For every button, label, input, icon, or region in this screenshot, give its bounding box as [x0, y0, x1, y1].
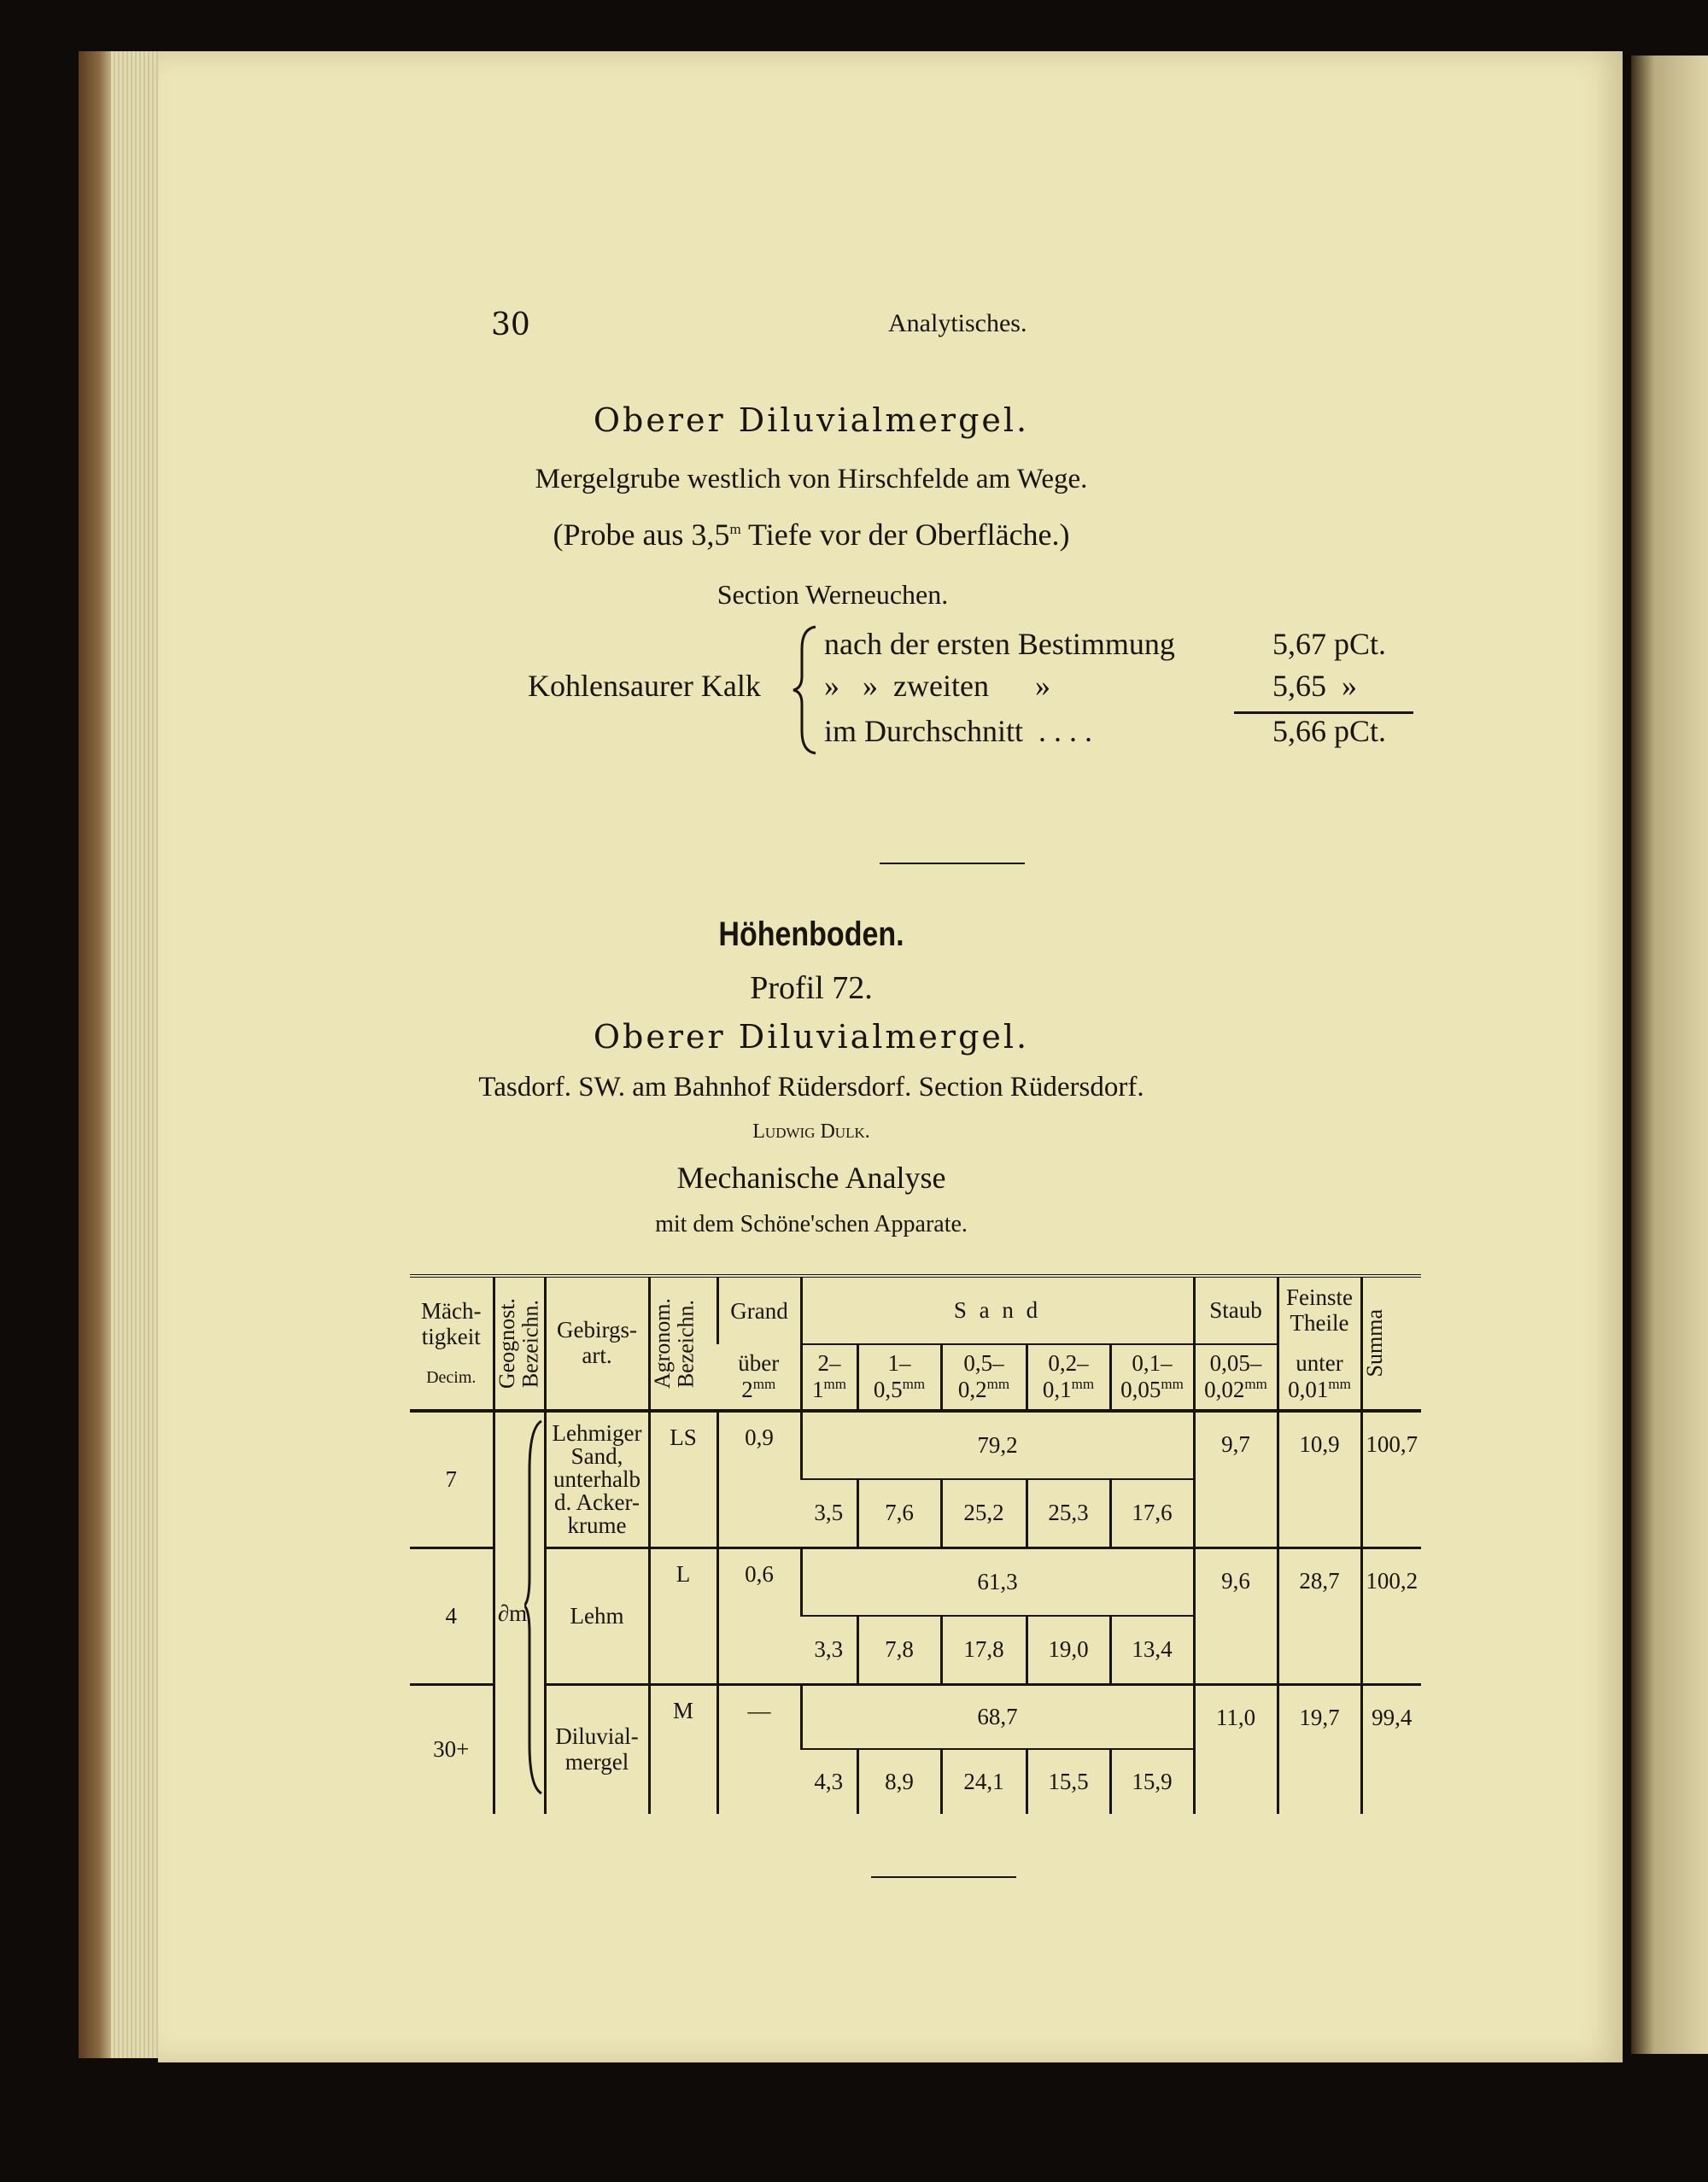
- header-sand-col: 2– $1^{mm}$: [801, 1344, 857, 1411]
- summa-cell: 100,2: [1361, 1547, 1421, 1684]
- running-head: Analytisches.: [888, 309, 1027, 337]
- section1-section: Section Werneuchen.: [717, 579, 949, 610]
- header-gebirgsart: Gebirgs- art.: [545, 1276, 649, 1411]
- agronom-cell: LS: [649, 1411, 717, 1547]
- section1-probe: (Probe aus 3,5$^m$ Tiefe vor der Oberfläche.): [553, 518, 1070, 552]
- kalk-row-value: 5,65 »: [1272, 669, 1357, 703]
- geognost-cell: ∂m: [494, 1411, 545, 1814]
- kalk-row-label: nach der ersten Bestimmung: [824, 627, 1175, 661]
- header-agronom: Agronom. Bezeichn.: [649, 1276, 717, 1411]
- header-feinste-sub: unter $0,01^{mm}$: [1278, 1344, 1361, 1411]
- sand-fraction-cell: 7,6: [857, 1479, 941, 1547]
- sand-total-cell: 68,7: [801, 1684, 1194, 1749]
- sand-fraction-cell: 25,2: [941, 1479, 1027, 1547]
- gebirgsart-cell: Lehmiger Sand, unterhalb d. Acker- krume: [545, 1411, 649, 1547]
- section2-profil: Profil 72.: [750, 970, 873, 1006]
- section2-heading: Höhenboden.: [718, 916, 904, 953]
- section2-location: Tasdorf. SW. am Bahnhof Rüdersdorf. Section Rüdersdorf.: [478, 1072, 1144, 1103]
- table-row: [410, 1684, 1421, 1749]
- sand-fraction-cell: 3,5: [814, 1500, 844, 1526]
- sand-fraction-cell: 24,1: [941, 1749, 1027, 1814]
- page-number: 30: [491, 307, 530, 342]
- header-summa: Summa: [1361, 1276, 1421, 1411]
- brace-icon: [524, 1419, 545, 1795]
- depth-cell: 7: [410, 1411, 494, 1547]
- kalk-row-value: 5,66 pCt.: [1272, 714, 1387, 748]
- sand-fraction-cell: 25,3: [1027, 1479, 1110, 1547]
- kalk-row-value: 5,67 pCt.: [1272, 627, 1387, 661]
- grand-cell: —: [717, 1684, 801, 1814]
- kalk-row-label: » » zweiten »: [824, 669, 1050, 703]
- staub-cell: 9,6: [1194, 1547, 1278, 1684]
- agronom-cell: M: [649, 1684, 717, 1814]
- sand-fraction-cell: 17,8: [941, 1616, 1027, 1684]
- table-row: [410, 1547, 1421, 1616]
- staub-cell: 9,7: [1194, 1411, 1278, 1547]
- section2-title: Oberer Diluvialmergel.: [593, 1018, 1030, 1056]
- separator-rule: [880, 863, 1025, 864]
- grand-cell: 0,9: [717, 1411, 801, 1547]
- next-page-edge: [1631, 56, 1708, 2054]
- header-staub-sub: 0,05– $0,02^{mm}$: [1194, 1344, 1278, 1411]
- header-grand: Grand: [717, 1276, 801, 1344]
- book-page: [158, 51, 1623, 2062]
- section1-title: Oberer Diluvialmergel.: [593, 401, 1030, 439]
- feinste-cell: 10,9: [1278, 1411, 1361, 1547]
- header-sand-col: 1– $0,5^{mm}$: [857, 1344, 941, 1411]
- section1-location: Mergelgrube westlich von Hirschfelde am Wege.: [535, 464, 1088, 494]
- agronom-cell: L: [649, 1547, 717, 1684]
- header-staub: Staub: [1194, 1276, 1278, 1344]
- sand-fraction-cell: 4,3: [814, 1769, 844, 1794]
- sand-fraction-cell: 13,4: [1110, 1616, 1194, 1684]
- kalk-row-label: im Durchschnitt . . . .: [824, 714, 1092, 748]
- summa-cell: 99,4: [1361, 1684, 1421, 1814]
- sand-fraction-cell: 15,9: [1110, 1749, 1194, 1814]
- kalk-label: Kohlensaurer Kalk: [528, 669, 761, 703]
- header-geognost: Geognost. Bezeichn.: [494, 1276, 545, 1411]
- gebirgsart-cell: Diluvial- mergel: [545, 1684, 649, 1814]
- sand-fraction-cell: 19,0: [1027, 1616, 1110, 1684]
- header-maechtigkeit: Mäch- tigkeit Decim.: [410, 1276, 494, 1411]
- header-sand-col: 0,5– $0,2^{mm}$: [941, 1344, 1027, 1411]
- sand-fraction-cell: 7,8: [857, 1616, 941, 1684]
- feinste-cell: 28,7: [1278, 1547, 1361, 1684]
- summa-cell: 100,7: [1361, 1411, 1421, 1547]
- header-sand-col: 0,1– $0,05^{mm}$: [1110, 1344, 1194, 1411]
- sand-fraction-cell: 8,9: [857, 1749, 941, 1814]
- header-sand-col: 0,2– $0,1^{mm}$: [1027, 1344, 1110, 1411]
- sand-total-cell: 79,2: [801, 1411, 1194, 1479]
- brace-icon: [790, 623, 824, 756]
- sand-total-cell: 61,3: [801, 1547, 1194, 1616]
- header-sand: S a n d: [801, 1276, 1194, 1344]
- grand-cell: 0,6: [717, 1547, 801, 1684]
- feinste-cell: 19,7: [1278, 1684, 1361, 1814]
- staub-cell: 11,0: [1194, 1684, 1278, 1814]
- header-feinste: Feinste Theile: [1278, 1276, 1361, 1344]
- analysis-title: Mechanische Analyse: [676, 1161, 946, 1195]
- separator-rule: [871, 1876, 1016, 1878]
- depth-cell: 30+: [433, 1736, 470, 1763]
- sand-fraction-cell: 3,3: [814, 1636, 844, 1663]
- analysis-table: [410, 1274, 1421, 1814]
- header-grand-sub: über $2^{mm}$: [738, 1349, 780, 1402]
- sand-fraction-cell: 15,5: [1027, 1749, 1110, 1814]
- gebirgsart-cell: Lehm: [545, 1547, 649, 1684]
- section2-author: Ludwig Dulk.: [752, 1120, 870, 1143]
- table-row: [410, 1411, 1421, 1479]
- analysis-subtitle: mit dem Schöne'schen Apparate.: [655, 1211, 968, 1237]
- sand-fraction-cell: 17,6: [1110, 1479, 1194, 1547]
- depth-cell: 4: [410, 1547, 494, 1684]
